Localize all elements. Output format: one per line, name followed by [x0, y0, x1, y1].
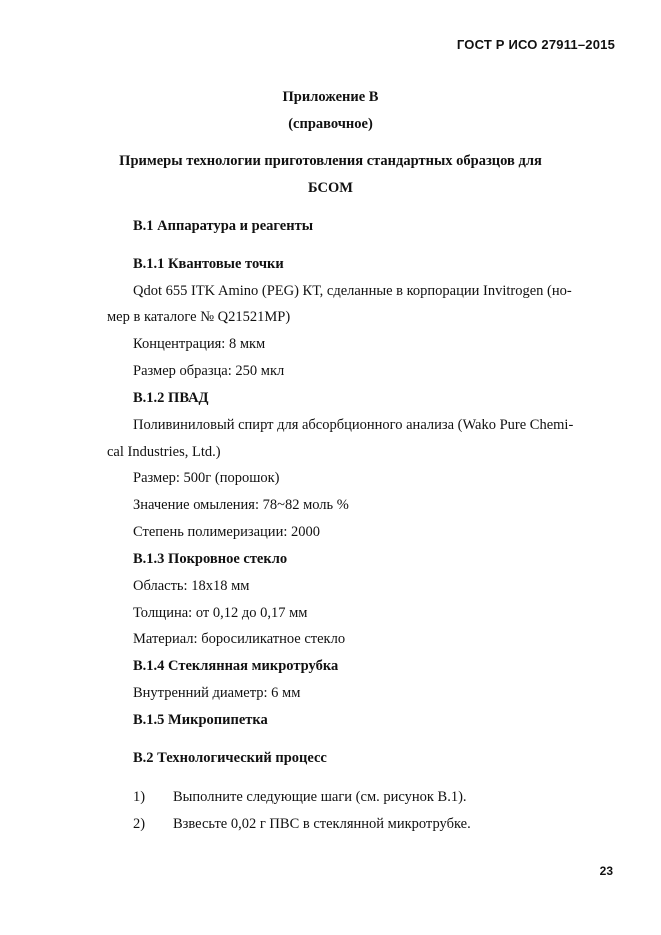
b13-area: Область: 18x18 мм	[133, 578, 250, 594]
b12-polymerization: Степень полимеризации: 2000	[133, 524, 320, 540]
standard-code-header: ГОСТ Р ИСО 27911–2015	[456, 37, 615, 52]
section-b2-heading: B.2 Технологический процесс	[133, 750, 327, 766]
section-b15-heading: B.1.5 Микропипетка	[133, 712, 268, 728]
step-number: 2)	[133, 816, 146, 832]
b11-paragraph-line2: мер в каталоге № Q21521MP)	[107, 309, 291, 325]
page-number: 23	[599, 864, 613, 878]
b12-size: Размер: 500г (порошок)	[133, 470, 280, 486]
section-b14-heading: B.1.4 Стеклянная микротрубка	[133, 658, 339, 674]
b13-material: Материал: боросиликатное стекло	[133, 631, 346, 647]
b12-paragraph-line2: cal Industries, Ltd.)	[107, 444, 221, 460]
appendix-heading-line2: БСОМ	[308, 180, 353, 196]
section-b1-heading: B.1 Аппаратура и реагенты	[133, 218, 314, 234]
b11-paragraph-line1: Qdot 655 ITK Amino (PEG) КТ, сделанные в корпорации Invitrogen (но-	[133, 283, 572, 299]
section-b12-heading: B.1.2 ПВАД	[133, 390, 209, 406]
section-b13-heading: B.1.3 Покровное стекло	[133, 551, 288, 567]
b14-inner-diameter: Внутренний диаметр: 6 мм	[133, 685, 301, 701]
b12-saponification: Значение омыления: 78~82 моль %	[133, 497, 349, 513]
b11-concentration: Концентрация: 8 мкм	[133, 336, 266, 352]
b12-paragraph-line1: Поливиниловый спирт для абсорбционного анализа (Wako Pure Chemi-	[133, 417, 574, 433]
appendix-heading-line1: Примеры технологии приготовления стандартных образцов для	[119, 153, 542, 169]
appendix-type: (справочное)	[288, 116, 373, 132]
section-b11-heading: B.1.1 Квантовые точки	[133, 256, 284, 272]
b11-sample-size: Размер образца: 250 мкл	[133, 363, 285, 379]
b13-thickness: Толщина: от 0,12 до 0,17 мм	[133, 605, 308, 621]
step-text: Взвесьте 0,02 г ПВС в стеклянной микротрубке.	[173, 816, 471, 832]
step-number: 1)	[133, 789, 146, 805]
appendix-title: Приложение В	[282, 89, 379, 105]
step-text: Выполните следующие шаги (см. рисунок B.1).	[173, 789, 467, 805]
